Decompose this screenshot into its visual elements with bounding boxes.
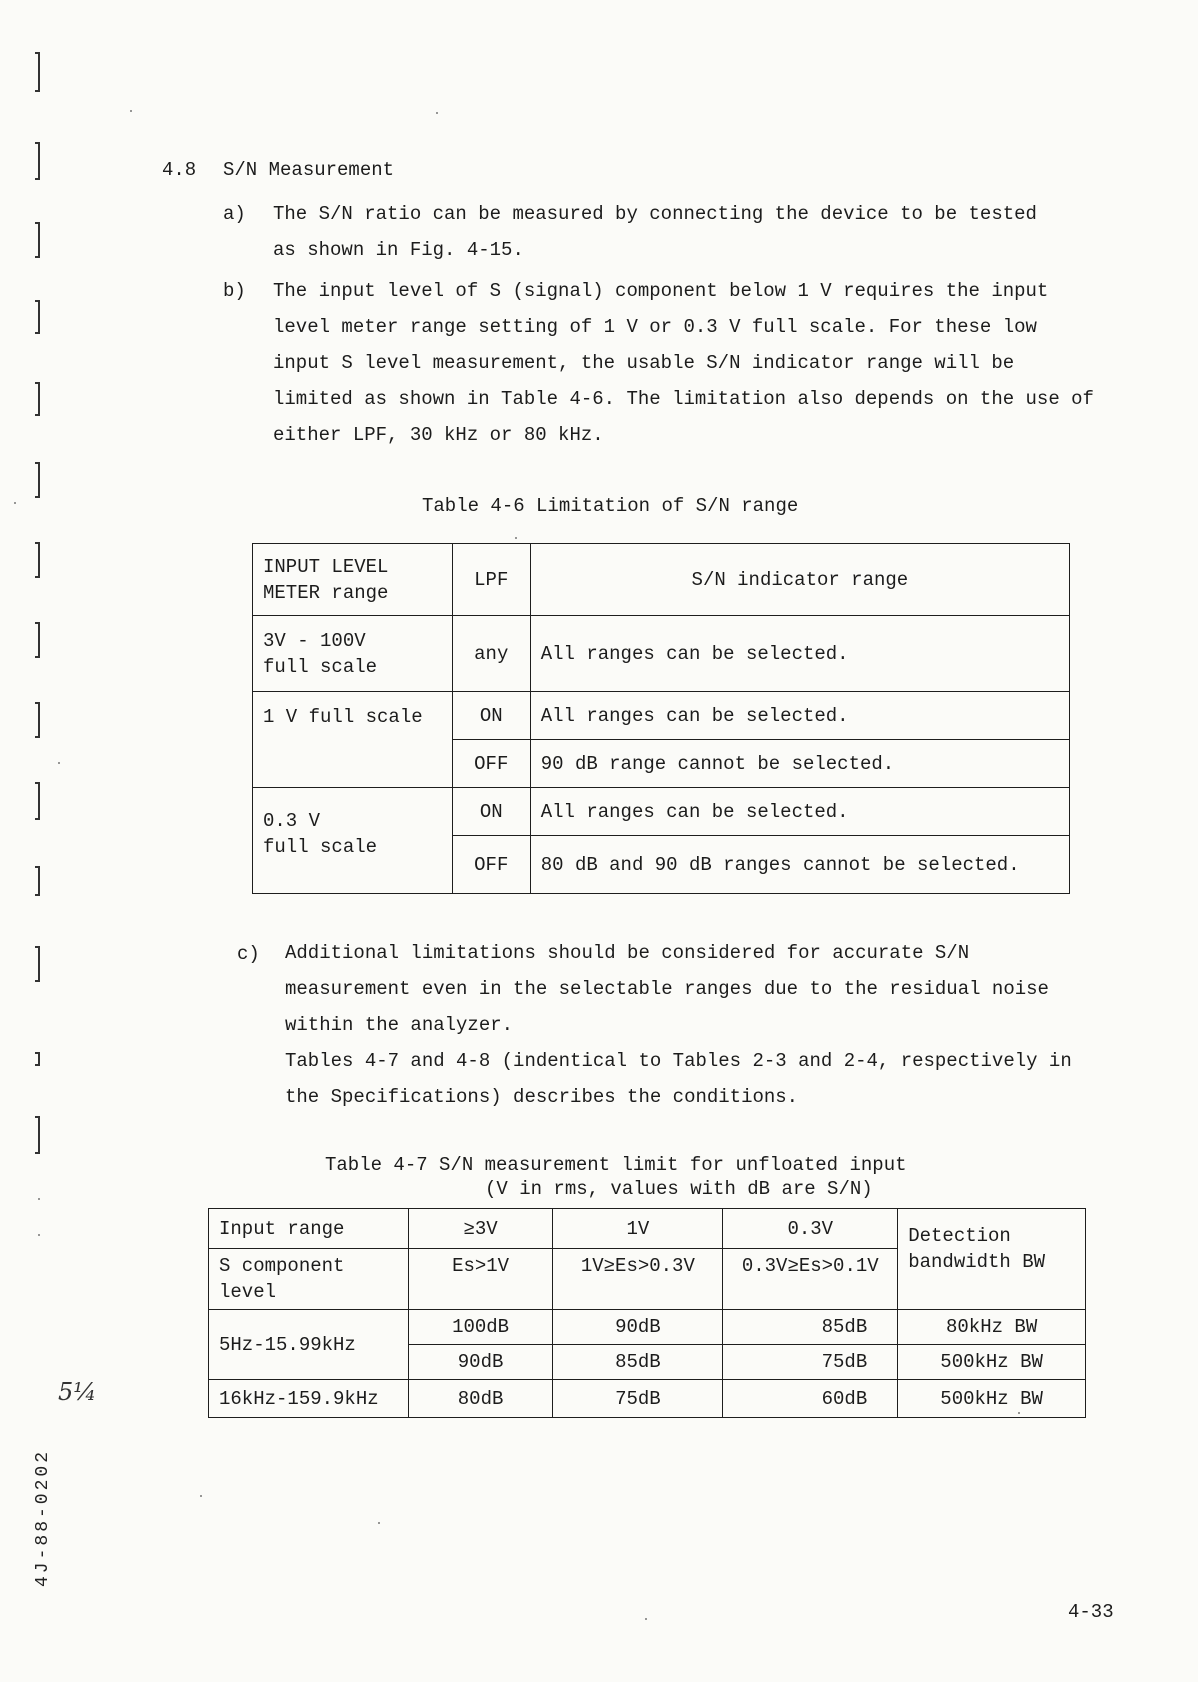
binding-mark — [38, 382, 40, 416]
binding-mark — [38, 300, 40, 334]
binding-mark — [38, 1116, 40, 1154]
speck — [38, 1234, 40, 1236]
speck — [14, 502, 16, 504]
table-cell: 100dB — [408, 1310, 553, 1345]
binding-mark — [38, 946, 40, 982]
speck — [378, 1522, 380, 1524]
table-cell: 90dB — [408, 1345, 553, 1380]
table-cell: 85dB — [553, 1345, 723, 1380]
table-cell: any — [452, 616, 530, 692]
table-header-cell: Es>1V — [408, 1249, 553, 1310]
table-row — [253, 692, 1070, 740]
table-header-cell: 0.3V≥Es>0.1V — [723, 1249, 898, 1310]
table-cell: 80dB — [408, 1380, 553, 1418]
margin-code: 4J-88-0202 — [33, 1448, 54, 1588]
table-cell: OFF — [452, 740, 530, 788]
speck — [58, 762, 60, 764]
table-4-7-caption: Table 4-7 S/N measurement limit for unfloated input — [325, 1154, 907, 1176]
table-header-cell: Input range — [209, 1209, 409, 1249]
table-cell: 500kHz BW — [898, 1345, 1086, 1380]
binding-mark — [38, 142, 40, 180]
item-label-c: c) — [237, 943, 260, 965]
table-row — [209, 1209, 1086, 1249]
item-text-c-2: Tables 4-7 and 4-8 (indentical to Tables 2-3 and 2-4, respectively in the Specifications) describes the conditions. — [285, 1050, 1072, 1108]
table-cell: 60dB — [723, 1380, 898, 1418]
table-header-cell: LPF — [452, 544, 530, 616]
table-4-6 — [252, 543, 1070, 894]
table-cell: OFF — [452, 836, 530, 894]
handwritten-mark: 5¼ — [58, 1378, 97, 1406]
binding-mark — [38, 462, 40, 498]
binding-mark — [38, 782, 40, 820]
table-header-cell: Detection bandwidth BW — [898, 1209, 1086, 1310]
table-cell: 5Hz-15.99kHz — [209, 1310, 409, 1380]
table-cell: 80kHz BW — [898, 1310, 1086, 1345]
table-header-cell: S/N indicator range — [530, 544, 1069, 616]
table-cell: ON — [452, 788, 530, 836]
table-cell: ON — [452, 692, 530, 740]
table-cell: 0.3 V full scale — [253, 788, 453, 894]
table-header-cell: INPUT LEVEL METER range — [253, 544, 453, 616]
section-title: S/N Measurement — [223, 159, 395, 181]
table-cell: 16kHz-159.9kHz — [209, 1380, 409, 1418]
speck — [515, 537, 517, 539]
speck — [130, 110, 132, 112]
table-row — [253, 544, 1070, 616]
table-header-cell: ≥3V — [408, 1209, 553, 1249]
table-cell: 3V - 100V full scale — [253, 616, 453, 692]
table-row — [209, 1380, 1086, 1418]
table-header-cell: 0.3V — [723, 1209, 898, 1249]
table-cell: 80 dB and 90 dB ranges cannot be selected. — [530, 836, 1069, 894]
table-header-cell: 1V — [553, 1209, 723, 1249]
table-row — [209, 1310, 1086, 1345]
binding-mark — [38, 52, 40, 92]
table-cell: 85dB — [723, 1310, 898, 1345]
table-4-7 — [208, 1208, 1086, 1418]
binding-mark — [38, 222, 40, 258]
table-header-cell: S component level — [209, 1249, 409, 1310]
table-4-6-caption: Table 4-6 Limitation of S/N range — [422, 495, 799, 517]
item-label-a: a) — [223, 203, 246, 225]
table-cell: All ranges can be selected. — [530, 616, 1069, 692]
table-cell: All ranges can be selected. — [530, 788, 1069, 836]
binding-mark — [38, 622, 40, 658]
table-row — [253, 616, 1070, 692]
table-4-7-subcaption: (V in rms, values with dB are S/N) — [485, 1178, 873, 1200]
speck — [436, 112, 438, 114]
table-cell: 90dB — [553, 1310, 723, 1345]
page-number: 4-33 — [1068, 1601, 1114, 1623]
table-cell: 75dB — [553, 1380, 723, 1418]
binding-mark — [38, 702, 40, 738]
table-cell: All ranges can be selected. — [530, 692, 1069, 740]
table-row — [253, 788, 1070, 836]
table-cell: 75dB — [723, 1345, 898, 1380]
item-text-a: The S/N ratio can be measured by connecting the device to be tested as shown in Fig. 4-15. — [273, 203, 1037, 261]
speck — [200, 1495, 202, 1497]
binding-mark — [38, 542, 40, 578]
item-label-b: b) — [223, 280, 246, 302]
table-cell: 90 dB range cannot be selected. — [530, 740, 1069, 788]
speck — [38, 1198, 40, 1200]
item-text-c: Additional limitations should be considered for accurate S/N measurement even in the selectable ranges due to the residual noise within the analyzer. — [285, 942, 1049, 1036]
binding-mark — [38, 1052, 40, 1066]
table-cell: 1 V full scale — [253, 692, 453, 788]
speck — [645, 1618, 647, 1620]
table-header-cell: 1V≥Es>0.3V — [553, 1249, 723, 1310]
item-text-b: The input level of S (signal) component below 1 V requires the input level meter range setting of 1 V or 0.3 V full scale. For these low input S level measurement, the usable S/N indicator range will be limited as shown in Table 4-6. The limitation also depends on the use of either LPF, 30 kHz or 80 kHz. — [273, 280, 1094, 446]
binding-mark — [38, 866, 40, 896]
table-cell: 500kHz BW — [898, 1380, 1086, 1418]
section-number: 4.8 — [162, 159, 197, 181]
